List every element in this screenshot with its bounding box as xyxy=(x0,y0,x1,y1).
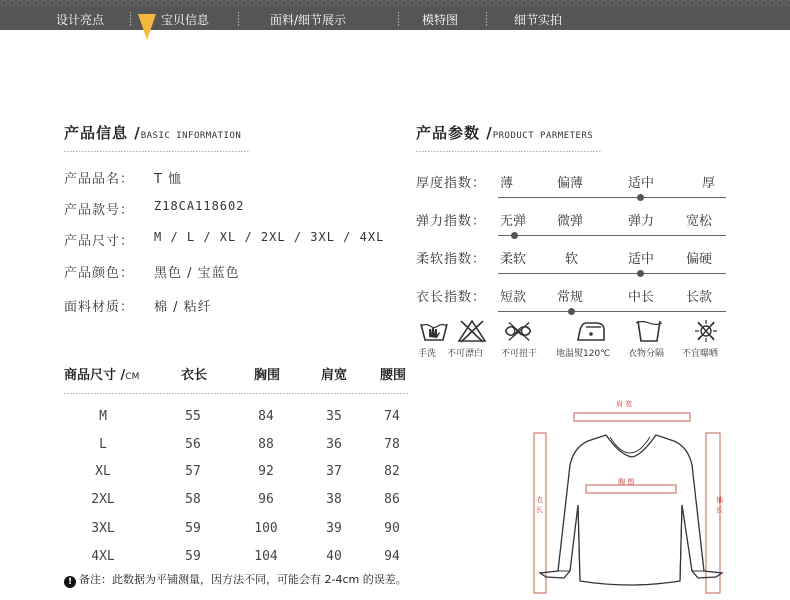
size-value-cell: 92 xyxy=(258,464,274,479)
size-value-cell: 36 xyxy=(326,437,342,452)
param-option: 微弹 xyxy=(557,214,584,229)
tshirt-outline-icon xyxy=(530,395,740,600)
param-scale-line xyxy=(498,311,726,312)
size-value-cell: 90 xyxy=(384,521,400,536)
param-selected-dot xyxy=(637,270,644,277)
size-table-unit: CM xyxy=(125,372,140,382)
info-value: M / L / XL / 2XL / 3XL / 4XL xyxy=(154,230,385,244)
param-scale-line xyxy=(498,235,726,236)
size-value-cell: 37 xyxy=(326,464,342,479)
param-option: 常规 xyxy=(557,290,584,305)
separate-wash-icon xyxy=(632,318,666,344)
product-info-subtitle: BASIC INFORMATION xyxy=(140,131,242,141)
tab-fabric-details[interactable]: 面料/细节展示 xyxy=(270,13,347,27)
nav-divider xyxy=(486,12,487,27)
tab-product-info[interactable]: 宝贝信息 xyxy=(161,13,210,27)
size-value-cell: 104 xyxy=(254,549,278,564)
size-value-cell: 59 xyxy=(185,549,201,564)
size-value-cell: 59 xyxy=(185,521,201,536)
param-label: 衣长指数： xyxy=(416,290,487,305)
size-label-cell: L xyxy=(99,437,107,452)
param-option: 薄 xyxy=(500,176,514,191)
size-label-cell: XL xyxy=(95,464,111,479)
size-label-cell: 3XL xyxy=(91,521,115,536)
tab-design-highlights[interactable]: 设计亮点 xyxy=(56,13,105,27)
size-value-cell: 96 xyxy=(258,492,274,507)
size-table-title-text: 商品尺寸 / xyxy=(64,368,126,383)
info-label: 产品款号： xyxy=(64,203,135,218)
param-option: 适中 xyxy=(628,252,655,267)
length-label: 衣 长 xyxy=(536,496,543,514)
param-option: 柔软 xyxy=(500,252,527,267)
size-value-cell: 55 xyxy=(185,409,201,424)
divider xyxy=(64,393,409,394)
no-sun-icon xyxy=(689,318,723,344)
info-label: 面料材质： xyxy=(64,300,135,315)
column-header: 胸围 xyxy=(254,368,281,383)
chest-label: 胸 围 xyxy=(618,478,635,486)
params-title xyxy=(416,122,593,143)
param-label: 弹力指数： xyxy=(416,214,487,229)
care-label: 不宜曝晒 xyxy=(682,349,719,359)
size-value-cell: 100 xyxy=(254,521,278,536)
shoulder-label: 肩 宽 xyxy=(616,400,633,408)
measurement-note xyxy=(64,571,407,588)
column-header: 肩宽 xyxy=(321,368,348,383)
column-header: 腰围 xyxy=(380,368,407,383)
size-value-cell: 35 xyxy=(326,409,342,424)
info-value: 棉 / 粘纤 xyxy=(154,300,212,315)
size-table-title xyxy=(64,364,139,383)
param-option: 弹力 xyxy=(628,214,655,229)
active-tab-marker-icon xyxy=(138,14,156,40)
care-label: 衣物分隔 xyxy=(628,349,665,359)
size-value-cell: 58 xyxy=(185,492,201,507)
size-label-cell: M xyxy=(99,409,107,424)
param-selected-dot xyxy=(637,194,644,201)
params-title-text: 产品参数 / xyxy=(416,124,493,142)
param-label: 厚度指数： xyxy=(416,176,487,191)
size-value-cell: 82 xyxy=(384,464,400,479)
care-label: 不可漂白 xyxy=(447,349,484,359)
nav-divider xyxy=(130,12,131,27)
param-option: 软 xyxy=(565,252,579,267)
param-scale-line xyxy=(498,197,726,198)
no-wring-icon xyxy=(502,318,536,344)
param-option: 适中 xyxy=(628,176,655,191)
no-bleach-icon xyxy=(455,318,489,344)
size-value-cell: 74 xyxy=(384,409,400,424)
hand-wash-icon xyxy=(418,318,452,344)
size-label-cell: 2XL xyxy=(91,492,115,507)
size-value-cell: 86 xyxy=(384,492,400,507)
size-value-cell: 57 xyxy=(185,464,201,479)
param-option: 偏薄 xyxy=(557,176,584,191)
size-label-cell: 4XL xyxy=(91,549,115,564)
care-label: 不可扭干 xyxy=(501,349,538,359)
column-header: 衣长 xyxy=(181,368,208,383)
size-value-cell: 39 xyxy=(326,521,342,536)
param-row-length xyxy=(416,286,726,322)
tab-detail-photos[interactable]: 细节实拍 xyxy=(514,13,563,27)
param-option: 宽松 xyxy=(686,214,713,229)
param-option: 短款 xyxy=(500,290,527,305)
sleeve-label: 袖 长 xyxy=(716,496,723,514)
size-value-cell: 38 xyxy=(326,492,342,507)
product-info-title xyxy=(64,122,241,143)
care-label: 地温熨120℃ xyxy=(556,349,611,359)
param-selected-dot xyxy=(511,232,518,239)
param-label: 柔软指数： xyxy=(416,252,487,267)
garment-measure-diagram xyxy=(530,395,740,600)
size-value-cell: 84 xyxy=(258,409,274,424)
param-option: 偏硬 xyxy=(686,252,713,267)
product-info-title-text: 产品信息 / xyxy=(64,124,141,142)
info-label: 产品品名： xyxy=(64,172,135,187)
divider xyxy=(416,151,602,152)
params-subtitle: PRODUCT PARMETERS xyxy=(492,131,594,141)
nav-divider xyxy=(398,12,399,27)
size-value-cell: 40 xyxy=(326,549,342,564)
nav-divider xyxy=(238,12,239,27)
info-value: Z18CA118602 xyxy=(154,199,245,213)
info-label: 产品颜色： xyxy=(64,266,135,281)
param-row-thickness xyxy=(416,172,726,208)
info-label: 产品尺寸： xyxy=(64,234,135,249)
param-option: 无弹 xyxy=(500,214,527,229)
low-iron-icon xyxy=(574,318,608,344)
size-value-cell: 94 xyxy=(384,549,400,564)
param-option: 长款 xyxy=(686,290,713,305)
size-value-cell: 88 xyxy=(258,437,274,452)
care-label: 手洗 xyxy=(418,349,437,359)
warning-icon: ! xyxy=(64,576,76,588)
size-value-cell: 78 xyxy=(384,437,400,452)
note-text: 备注：此数据为平铺测量，因方法不同，可能会有 2-4cm 的误差。 xyxy=(79,573,407,586)
param-row-softness xyxy=(416,248,726,284)
param-option: 厚 xyxy=(702,176,716,191)
top-nav xyxy=(0,0,790,30)
size-value-cell: 56 xyxy=(185,437,201,452)
param-selected-dot xyxy=(568,308,575,315)
info-value: T 恤 xyxy=(154,172,183,187)
param-scale-line xyxy=(498,273,726,274)
divider xyxy=(64,151,250,152)
tab-model-photos[interactable]: 模特图 xyxy=(422,13,459,27)
nav-wave-border xyxy=(0,0,790,7)
param-option: 中长 xyxy=(628,290,655,305)
param-row-elasticity xyxy=(416,210,726,246)
info-value: 黑色 / 宝蓝色 xyxy=(154,266,240,281)
